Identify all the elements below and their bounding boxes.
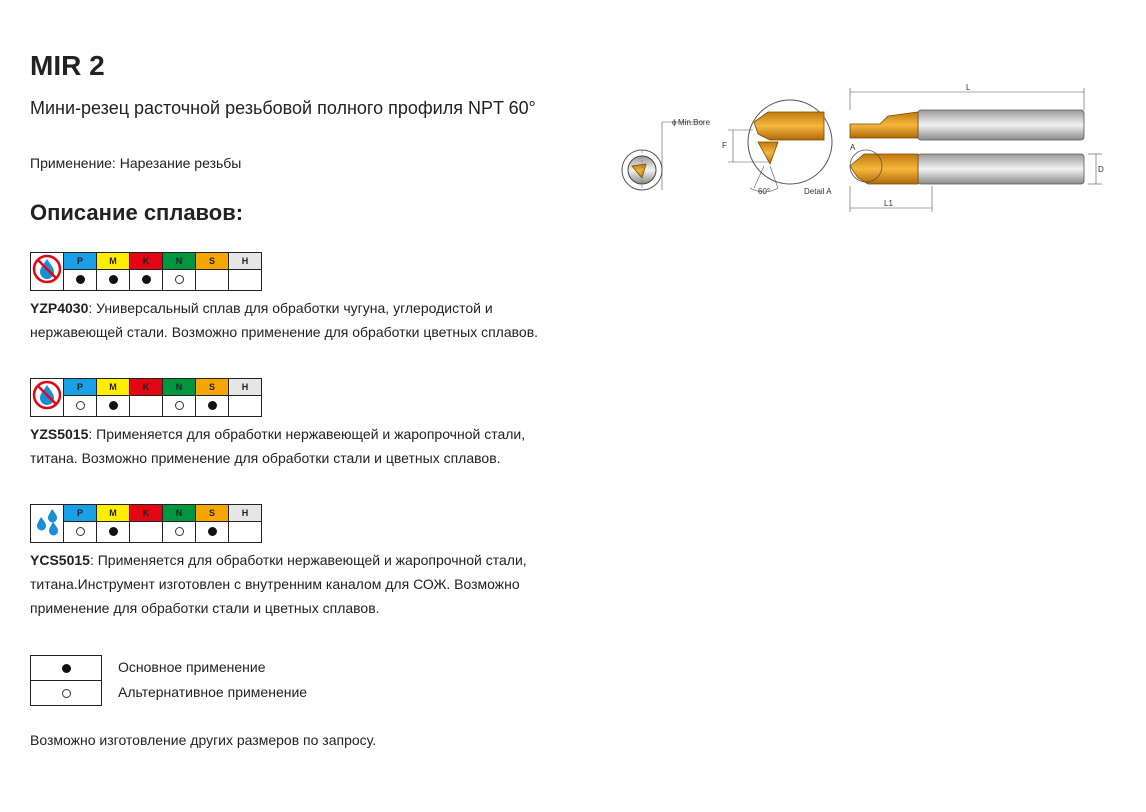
filled-dot-icon: [109, 401, 118, 410]
alloy-description-2: [30, 422, 550, 470]
grade-p-header: P: [64, 379, 97, 396]
iso-table-alloy-1: [30, 252, 262, 291]
mark-cell-m: [97, 522, 130, 543]
alloys-heading: Описание сплавов:: [30, 200, 244, 225]
filled-dot-icon: [109, 275, 118, 284]
detail-a-marker: A: [850, 143, 856, 152]
grade-s-header: S: [196, 253, 229, 270]
mark-cell-n: [163, 270, 196, 291]
grade-k-header: K: [130, 253, 163, 270]
mark-cell-k: [130, 522, 163, 543]
legend-primary-label: Основное применение: [118, 659, 266, 675]
angle-label: 60°: [758, 187, 771, 196]
min-bore-diameter-symbol: ϕ: [672, 118, 677, 127]
grade-p-header: P: [64, 253, 97, 270]
mark-cell-s: [196, 522, 229, 543]
iso-table-alloy-3: [30, 504, 262, 543]
alloy-text: : Применяется для обработки нержавеющей и жаропрочной стали, титана. Возможно применение для обработки стали и цветных сплавов.: [30, 426, 526, 466]
filled-dot-icon: [76, 275, 85, 284]
legend-alternative-label: Альтернативное применение: [118, 684, 308, 700]
empty-dot-icon: [175, 275, 184, 284]
dimension-l-label: L: [966, 83, 971, 92]
legend-primary-symbol: [31, 656, 101, 680]
grade-h-header: H: [229, 253, 262, 270]
grade-n-header: N: [163, 379, 196, 396]
mark-cell-m: [97, 270, 130, 291]
no-coolant-icon: [31, 379, 64, 417]
mark-cell-k: [130, 396, 163, 417]
iso-table-alloy-2: [30, 378, 262, 417]
grade-s-header: S: [196, 379, 229, 396]
empty-dot-icon: [76, 401, 85, 410]
grade-k-header: K: [130, 379, 163, 396]
end-view-drawing: [622, 122, 704, 190]
dimension-d-label: D: [1098, 165, 1104, 174]
min-bore-label: Min.Bore: [678, 118, 711, 127]
tool-side-view: [850, 88, 1084, 140]
alloy-description-3: [30, 548, 550, 620]
mark-cell-p: [64, 396, 97, 417]
application-text: Применение: Нарезание резьбы: [30, 155, 242, 171]
filled-dot-icon: [62, 664, 71, 673]
mark-cell-n: [163, 396, 196, 417]
alloy-name: YZS5015: [30, 426, 89, 442]
legend-box: [30, 655, 102, 706]
mark-cell-s: [196, 270, 229, 291]
empty-dot-icon: [175, 401, 184, 410]
alloy-text: : Применяется для обработки нержавеющей и жаропрочной стали, титана.Инструмент изготовлен с внутренним каналом для СОЖ. Возможно применение для обработки стали и цветных сплавов.: [30, 552, 527, 616]
mark-cell-k: [130, 270, 163, 291]
detail-a-drawing: [728, 100, 832, 192]
alloy-name: YCS5015: [30, 552, 90, 568]
filled-dot-icon: [109, 527, 118, 536]
grade-h-header: H: [229, 379, 262, 396]
alloy-name: YZP4030: [30, 300, 89, 316]
mark-cell-p: [64, 522, 97, 543]
empty-dot-icon: [76, 527, 85, 536]
mark-cell-n: [163, 522, 196, 543]
mark-cell-h: [229, 396, 262, 417]
grade-k-header: K: [130, 505, 163, 522]
mark-cell-m: [97, 396, 130, 417]
mark-cell-s: [196, 396, 229, 417]
no-coolant-icon: [31, 253, 64, 291]
empty-dot-icon: [62, 689, 71, 698]
dimension-f-label: F: [722, 141, 727, 150]
grade-s-header: S: [196, 505, 229, 522]
filled-dot-icon: [208, 401, 217, 410]
coolant-drops-icon: [31, 505, 64, 543]
tool-drawing: [618, 82, 1110, 217]
mark-cell-p: [64, 270, 97, 291]
grade-m-header: M: [97, 505, 130, 522]
dimension-l1-label: L1: [884, 199, 893, 208]
legend-alternative-symbol: [31, 680, 101, 705]
grade-h-header: H: [229, 505, 262, 522]
product-subtitle: Мини-резец расточной резьбовой полного профиля NPT 60°: [30, 98, 536, 118]
page-title: MIR 2: [30, 50, 105, 81]
grade-m-header: M: [97, 253, 130, 270]
empty-dot-icon: [175, 527, 184, 536]
mark-cell-h: [229, 522, 262, 543]
grade-p-header: P: [64, 505, 97, 522]
filled-dot-icon: [208, 527, 217, 536]
footnote: Возможно изготовление других размеров по запросу.: [30, 732, 377, 748]
detail-a-label: Detail A: [804, 187, 832, 196]
grade-m-header: M: [97, 379, 130, 396]
grade-n-header: N: [163, 505, 196, 522]
filled-dot-icon: [142, 275, 151, 284]
alloy-description-1: [30, 296, 550, 344]
grade-n-header: N: [163, 253, 196, 270]
mark-cell-h: [229, 270, 262, 291]
alloy-text: : Универсальный сплав для обработки чугуна, углеродистой и нержавеющей стали. Возможно применение для обработки цветных сплавов.: [30, 300, 539, 340]
